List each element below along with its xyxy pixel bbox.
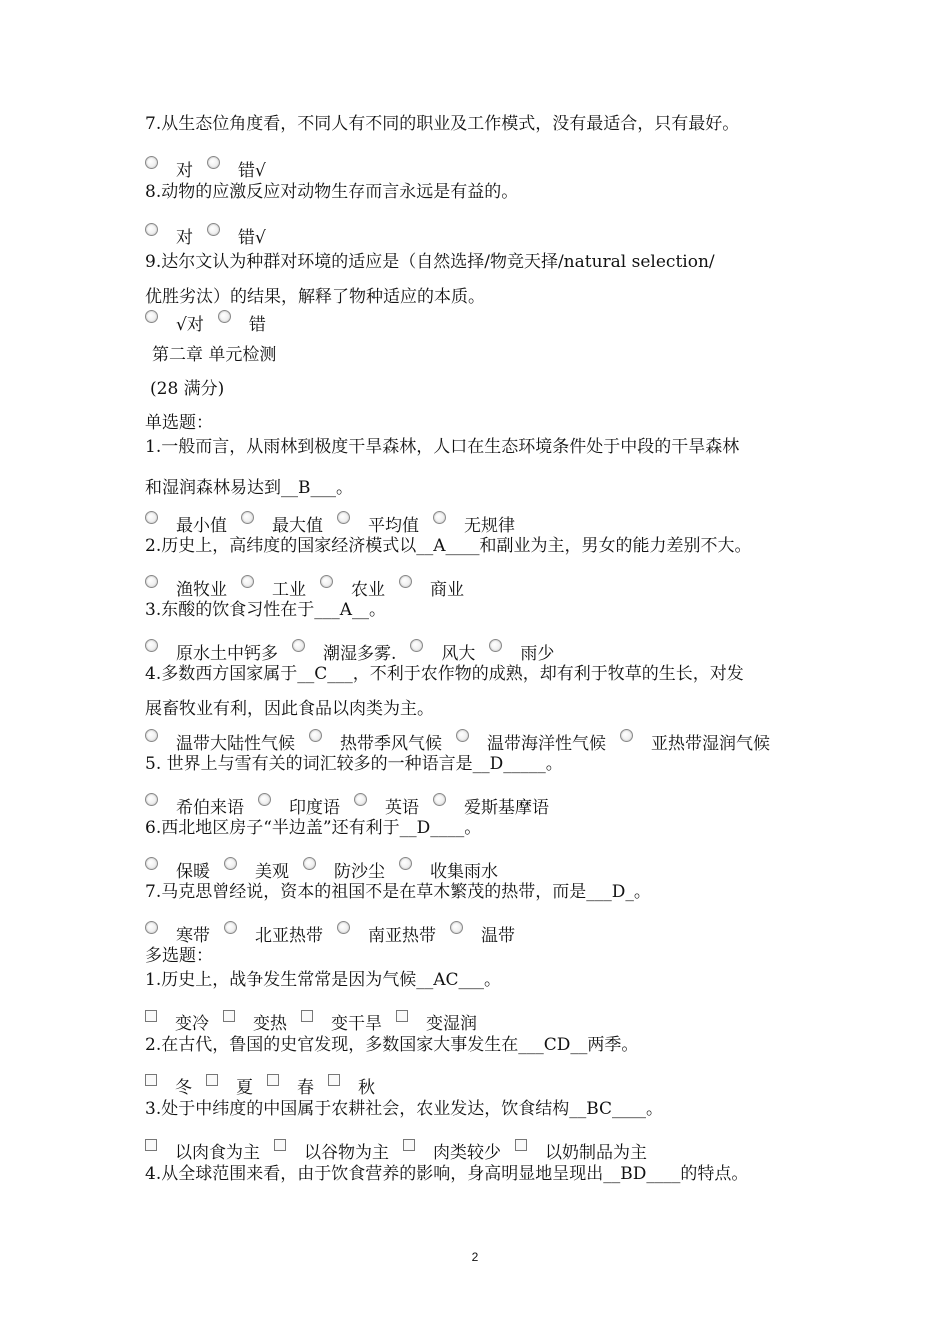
radio-button[interactable] bbox=[145, 639, 158, 652]
checkbox[interactable] bbox=[274, 1139, 286, 1151]
option-label: 错√ bbox=[238, 228, 266, 248]
radio-button[interactable] bbox=[433, 511, 446, 524]
radio-button[interactable] bbox=[145, 223, 158, 236]
radio-button[interactable] bbox=[224, 857, 237, 870]
checkbox[interactable] bbox=[403, 1139, 415, 1151]
option-label: 对 bbox=[176, 228, 193, 248]
radio-button[interactable] bbox=[337, 511, 350, 524]
radio-button[interactable] bbox=[241, 511, 254, 524]
radio-button[interactable] bbox=[337, 921, 350, 934]
question-text: 3.处于中纬度的中国属于农耕社会，农业发达，饮食结构__BC____。 bbox=[145, 1099, 664, 1119]
option-label: 错 bbox=[248, 315, 266, 335]
question-text: 4.多数西方国家属于__C___，不利于农作物的成熟，却有利于牧草的生长，对发 bbox=[145, 664, 744, 684]
radio-button[interactable] bbox=[309, 729, 322, 742]
radio-button[interactable] bbox=[354, 793, 367, 806]
option-label: 最小值 bbox=[176, 516, 227, 536]
radio-button[interactable] bbox=[433, 793, 446, 806]
option-label: 热带季风气候 bbox=[340, 734, 442, 754]
options-row bbox=[145, 1074, 389, 1099]
question-text: 2.在古代，鲁国的史官发现，多数国家大事发生在___CD__两季。 bbox=[145, 1035, 639, 1055]
page-number: 2 bbox=[471, 1250, 479, 1264]
option-label: 保暖 bbox=[176, 862, 210, 882]
question-text: 3.东酸的饮食习性在于___A__。 bbox=[145, 600, 386, 620]
radio-button[interactable] bbox=[456, 729, 469, 742]
checkbox[interactable] bbox=[223, 1010, 235, 1022]
section-heading: 多选题： bbox=[145, 946, 213, 966]
checkbox[interactable] bbox=[515, 1139, 527, 1151]
option-label: 以谷物为主 bbox=[304, 1143, 389, 1163]
checkbox[interactable] bbox=[301, 1010, 313, 1022]
options-row bbox=[145, 156, 280, 182]
option-label: 冬 bbox=[175, 1078, 192, 1098]
option-label: 变湿润 bbox=[426, 1014, 477, 1034]
radio-button[interactable] bbox=[224, 921, 237, 934]
option-label: 变热 bbox=[253, 1014, 287, 1034]
option-label: 渔牧业 bbox=[176, 580, 227, 600]
checkbox[interactable] bbox=[267, 1074, 279, 1086]
checkbox[interactable] bbox=[396, 1010, 408, 1022]
option-label: √对 bbox=[176, 315, 204, 335]
option-label: 收集雨水 bbox=[430, 862, 498, 882]
chapter-score: (28 满分) bbox=[150, 379, 225, 399]
option-label: 温带海洋性气候 bbox=[487, 734, 606, 754]
options-row bbox=[145, 793, 563, 819]
checkbox[interactable] bbox=[328, 1074, 340, 1086]
checkbox[interactable] bbox=[145, 1074, 157, 1086]
option-label: 夏 bbox=[236, 1078, 253, 1098]
option-label: 寒带 bbox=[176, 926, 210, 946]
question-text: 5. 世界上与雪有关的词汇较多的一种语言是__D_____。 bbox=[145, 754, 563, 774]
radio-button[interactable] bbox=[207, 223, 220, 236]
section-heading: 单选题： bbox=[145, 413, 213, 433]
question-text: 1.历史上，战争发生常常是因为气候__AC___。 bbox=[145, 970, 502, 990]
options-row bbox=[145, 639, 568, 665]
option-label: 雨少 bbox=[520, 644, 555, 664]
question-text: 2.历史上，高纬度的国家经济模式以__A____和副业为主，男女的能力差别不大。 bbox=[145, 536, 752, 556]
option-label: 变干旱 bbox=[331, 1014, 382, 1034]
options-row bbox=[145, 729, 784, 755]
radio-button[interactable] bbox=[145, 729, 158, 742]
radio-button[interactable] bbox=[145, 156, 158, 169]
question-text: 7.从生态位角度看，不同人有不同的职业及工作模式，没有最适合，只有最好。 bbox=[145, 114, 740, 134]
option-label: 英语 bbox=[385, 798, 419, 818]
question-text: 7.马克思曾经说，资本的祖国不是在草木繁茂的热带，而是___D_。 bbox=[145, 882, 651, 902]
option-label: 防沙尘 bbox=[334, 862, 385, 882]
radio-button[interactable] bbox=[303, 857, 316, 870]
radio-button[interactable] bbox=[145, 857, 158, 870]
question-text: 和湿润森林易达到__B___。 bbox=[145, 478, 353, 498]
option-label: 工业 bbox=[272, 580, 306, 600]
chapter-title: 第二章 单元检测 bbox=[152, 345, 277, 365]
option-label: 肉类较少 bbox=[433, 1143, 501, 1163]
option-label: 无规律 bbox=[464, 516, 515, 536]
question-text: 8.动物的应激反应对动物生存而言永远是有益的。 bbox=[145, 182, 519, 202]
option-label: 变冷 bbox=[175, 1014, 209, 1034]
radio-button[interactable] bbox=[399, 857, 412, 870]
radio-button[interactable] bbox=[399, 575, 412, 588]
options-row bbox=[145, 857, 512, 883]
option-label: 北亚热带 bbox=[255, 926, 323, 946]
option-label: 温带大陆性气候 bbox=[176, 734, 295, 754]
radio-button[interactable] bbox=[620, 729, 633, 742]
option-label: 以肉食为主 bbox=[175, 1143, 260, 1163]
option-label: 商业 bbox=[430, 580, 464, 600]
question-text: 6.西北地区房子“半边盖”还有利于__D____。 bbox=[145, 818, 482, 838]
option-label: 错√ bbox=[238, 161, 266, 181]
option-label: 春 bbox=[297, 1078, 314, 1098]
option-label: 最大值 bbox=[272, 516, 323, 536]
option-label: 原水土中钙多 bbox=[176, 644, 278, 664]
question-text: 优胜劣汰）的结果，解释了物种适应的本质。 bbox=[145, 287, 485, 307]
radio-button[interactable] bbox=[145, 575, 158, 588]
radio-button[interactable] bbox=[450, 921, 463, 934]
option-label: 风大 bbox=[441, 644, 476, 664]
question-text: 1.一般而言，从雨林到极度干旱森林，人口在生态环境条件处于中段的干旱森林 bbox=[145, 437, 740, 457]
question-text: 4.从全球范围来看，由于饮食营养的影响，身高明显地呈现出__BD____的特点。 bbox=[145, 1164, 749, 1184]
options-row bbox=[145, 223, 280, 249]
option-label: 以奶制品为主 bbox=[545, 1143, 647, 1163]
radio-button[interactable] bbox=[145, 921, 158, 934]
option-label: 秋 bbox=[358, 1078, 375, 1098]
options-row bbox=[145, 310, 280, 336]
radio-button[interactable] bbox=[218, 310, 231, 323]
options-row bbox=[145, 511, 529, 537]
checkbox[interactable] bbox=[145, 1139, 157, 1151]
radio-button[interactable] bbox=[207, 156, 220, 169]
radio-button[interactable] bbox=[489, 639, 502, 652]
radio-button[interactable] bbox=[292, 639, 305, 652]
radio-button[interactable] bbox=[241, 575, 254, 588]
options-row bbox=[145, 575, 478, 601]
option-label: 美观 bbox=[255, 862, 289, 882]
option-label: 平均值 bbox=[368, 516, 419, 536]
option-label: 农业 bbox=[351, 580, 385, 600]
option-label: 温带 bbox=[481, 926, 515, 946]
radio-button[interactable] bbox=[145, 793, 158, 806]
option-label: 潮湿多雾. bbox=[323, 644, 397, 664]
radio-button[interactable] bbox=[258, 793, 271, 806]
options-row bbox=[145, 1010, 491, 1035]
option-label: 亚热带湿润气候 bbox=[651, 734, 770, 754]
option-label: 爱斯基摩语 bbox=[464, 798, 549, 818]
options-row bbox=[145, 1139, 661, 1164]
option-label: 希伯来语 bbox=[176, 798, 244, 818]
radio-button[interactable] bbox=[320, 575, 333, 588]
radio-button[interactable] bbox=[410, 639, 423, 652]
options-row bbox=[145, 921, 529, 947]
checkbox[interactable] bbox=[145, 1010, 157, 1022]
option-label: 对 bbox=[176, 161, 193, 181]
radio-button[interactable] bbox=[145, 310, 158, 323]
question-text: 9.达尔文认为种群对环境的适应是（自然选择/物竞天择/natural selection/ bbox=[145, 252, 715, 272]
radio-button[interactable] bbox=[145, 511, 158, 524]
option-label: 南亚热带 bbox=[368, 926, 436, 946]
option-label: 印度语 bbox=[289, 798, 340, 818]
checkbox[interactable] bbox=[206, 1074, 218, 1086]
question-text: 展畜牧业有利，因此食品以肉类为主。 bbox=[145, 699, 434, 719]
